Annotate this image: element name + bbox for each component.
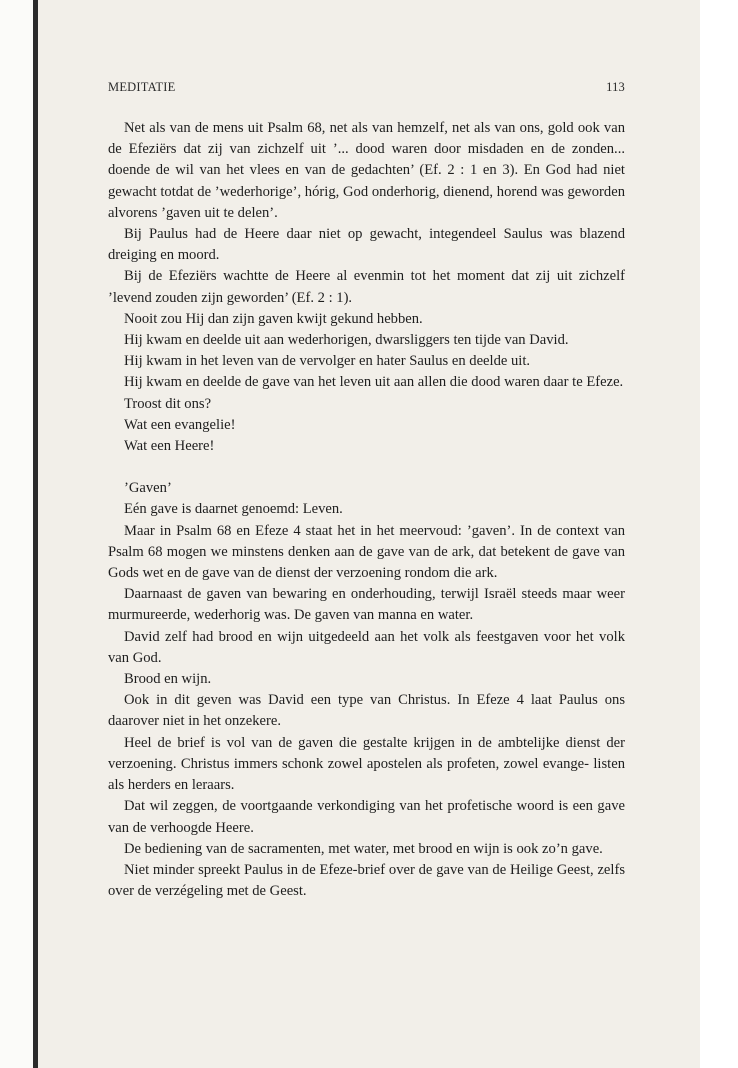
paragraph: Wat een Heere! [124,438,215,455]
paragraph: Bij de Efeziërs wachtte de Heere al evenmin tot het moment dat zij uit zichzelf ’levend zouden zijn geworden’ (Ef. 2 : 1). [108,268,625,306]
paragraph: Net als van de mens uit Psalm 68, net als van hemzelf, net als van ons, gold ook van de Efeziërs dat zij van zichzelf uit ’... dood waren door misdaden en de zonden... doende de wil van het vlees en van de gedachten’ (Ef. 2 : 1 en 3). En God had niet gewacht totdat de ’wederhorige’, hórig, God onderhorig, dienend, horend was geworden alvorens ’gaven uit te delen’. [108,120,625,221]
paragraph: Troost dit ons? [124,395,212,412]
paragraph: Bij Paulus had de Heere daar niet op gewacht, integendeel Saulus was blazend dreiging en moord. [108,226,625,264]
paragraph: David zelf had brood en wijn uitgedeeld aan het volk als feestgaven voor het volk van God. [108,628,625,666]
page-number: 113 [606,80,625,94]
paragraph: Wat een evangelie! [124,416,236,433]
binding-edge [33,0,38,1068]
paragraph: Heel de brief is vol van de gaven die gestalte krijgen in de ambtelijke dienst der verzoening. Christus immers schonk zowel apostelen als profeten, zowel evange- listen als herders en leraars. [108,734,625,794]
paragraph: Niet minder spreekt Paulus in de Efeze-brief over de gave van de Heilige Geest, zelfs over de verzégeling met de Geest. [108,861,625,900]
body-text [108,118,625,902]
paragraph: Nooit zou Hij dan zijn gaven kwijt gekund hebben. [124,310,423,327]
paragraph: Brood en wijn. [124,671,212,688]
paragraph: Hij kwam en deelde de gave van het leven uit aan allen die dood waren daar te Efeze. [124,374,624,391]
page-margin-right [700,0,738,1068]
paragraph: Eén gave is daarnet genoemd: Leven. [124,501,343,518]
paragraph: Maar in Psalm 68 en Efeze 4 staat het in het meervoud: ’gaven’. In de context van Psalm 68 mogen we minstens denken aan de gave van de ark, dat betekent de gave van Gods wet en de gave van de dienst der verzoening rondom die ark. [108,522,625,582]
paragraph: Dat wil zeggen, de voortgaande verkondiging van het profetische woord is een gave van de verhoogde Heere. [108,798,625,836]
paragraph: De bediening van de sacramenten, met water, met brood en wijn is ook zo’n gave. [124,840,603,857]
paragraph: Ook in dit geven was David een type van Christus. In Efeze 4 laat Paulus ons daarover niet in het onzekere. [108,692,625,730]
section-title: MEDITATIE [108,80,176,94]
paragraph: Hij kwam en deelde uit aan wederhorigen, dwarsliggers ten tijde van David. [124,332,569,349]
paragraph: Hij kwam in het leven van de vervolger en hater Saulus en deelde uit. [124,353,531,370]
paragraph: Daarnaast de gaven van bewaring en onderhouding, terwijl Israël steeds maar weer murmureerde, wederhorig was. De gaven van manna en water. [108,586,625,624]
section-heading: ’Gaven’ [124,480,172,497]
